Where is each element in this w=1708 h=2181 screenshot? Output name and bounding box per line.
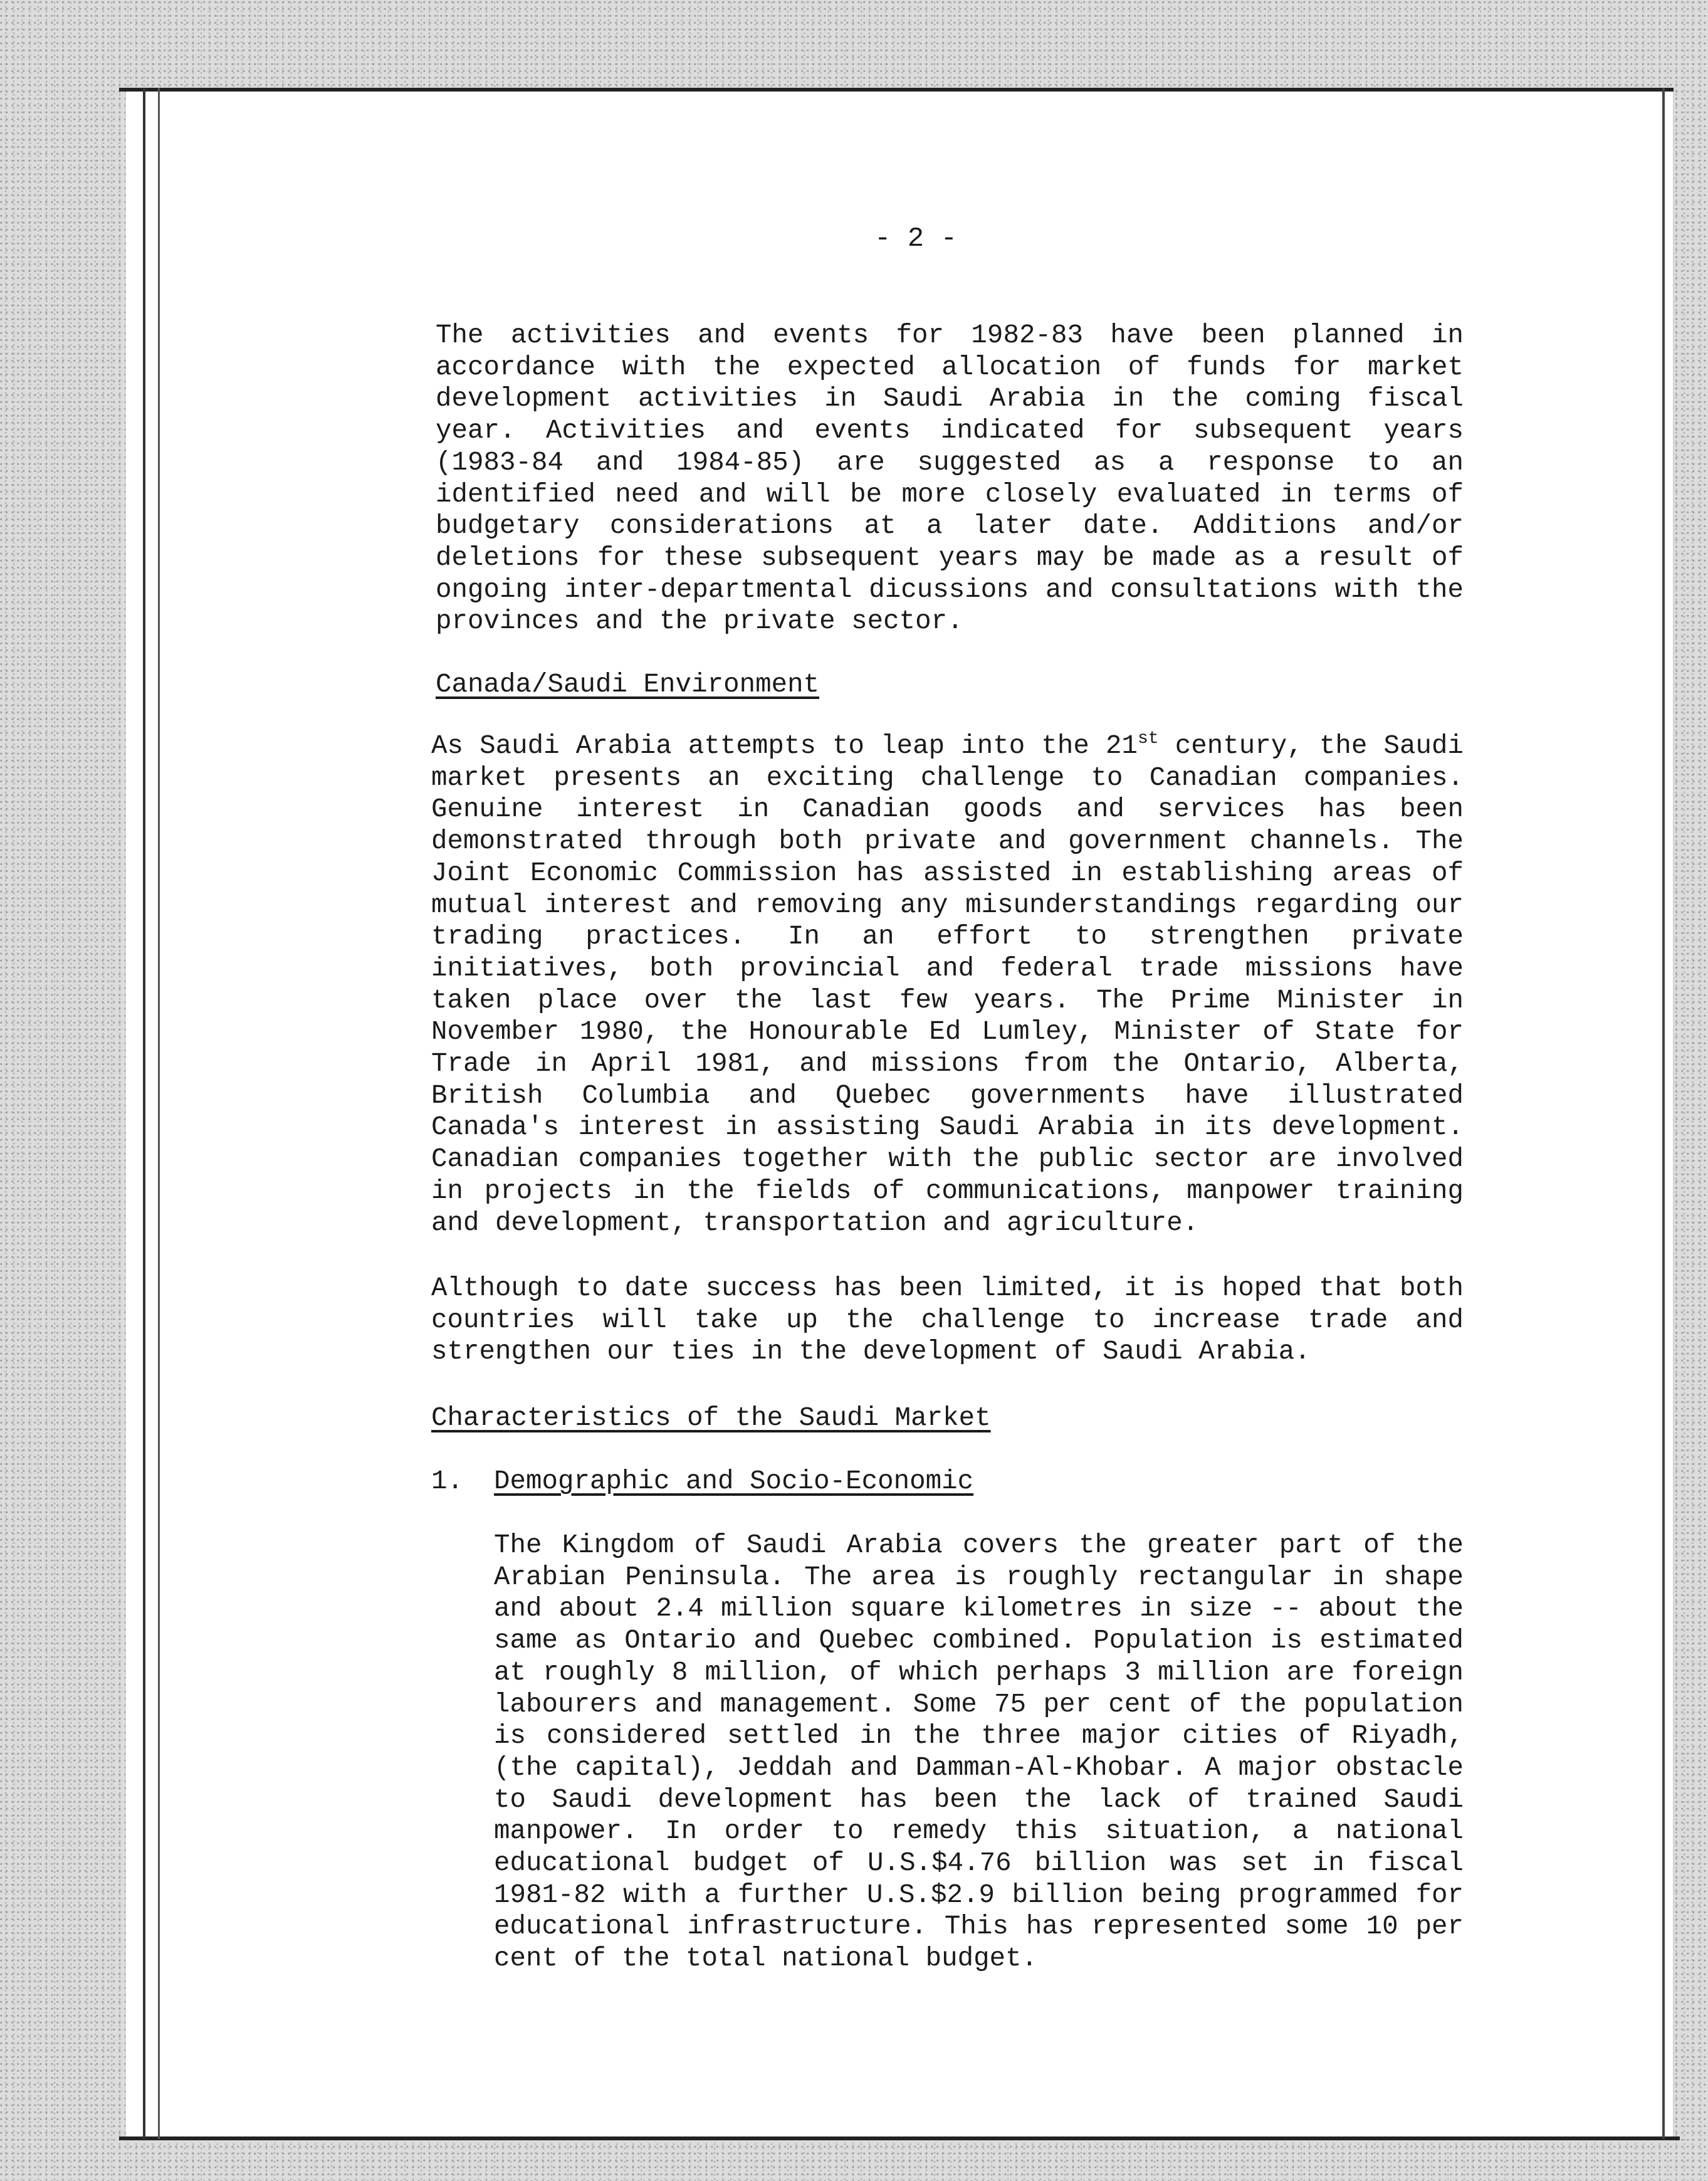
page-frame-right [1662, 88, 1665, 2139]
page-frame-left-outer [143, 88, 145, 2139]
demographic-paragraph: The Kingdom of Saudi Arabia covers the greater part of the Arabian Peninsula. The area is roughly rectangular in shape and about 2.4 million square kilometres in size -- about the same as Ontario and Quebec combined. Population is estimated at roughly 8 million, of which perhaps 3 million are foreign labourers and management. Some 75 per cent of the population is considered settled in the three major cities of Riyadh, (the capital), Jeddah and Damman-Al-Khobar. A major obstacle to Saudi development has been the lack of trained Saudi manpower. In order to remedy this situation, a national educational budget of U.S.$4.76 billion was set in fiscal 1981-82 with a further U.S.$2.9 billion being programmed for educational infrastructure. This has represented some 10 per cent of the total national budget. [494, 1530, 1464, 1974]
page-frame-top [119, 88, 1674, 92]
section-heading-characteristics: Characteristics of the Saudi Market [431, 1403, 991, 1433]
subsection-number: 1. [431, 1466, 464, 1496]
environment-paragraph-1 [431, 730, 1464, 1239]
superscript-st: st [1138, 729, 1159, 749]
section-heading-environment: Canada/Saudi Environment [436, 670, 820, 700]
environment-paragraph-1-rest: century, the Saudi market presents an exciting challenge to Canadian companies. Genuine interest in Canadian goods and services has been demonstrated through both private and government channels. The Joint Economic Commission has assisted in establishing areas of mutual interest and removing any misunderstandings regarding our trading practices. In an effort to strengthen private initiatives, both provincial and federal trade missions have taken place over the last few years. The Prime Minister in November 1980, the Honourable Ed Lumley, Minister of State for Trade in April 1981, and missions from the Ontario, Alberta, British Columbia and Quebec governments have illustrated Canada's interest in assisting Saudi Arabia in its development. Canadian companies together with the public sector are involved in projects in the fields of communications, manpower training and development, transportation and agriculture. [431, 731, 1464, 1238]
page-frame-bottom [119, 2136, 1680, 2140]
page-frame-left-inner [158, 88, 160, 2139]
environment-paragraph-1-start: As Saudi Arabia attempts to leap into the 21 [431, 731, 1138, 761]
intro-paragraph: The activities and events for 1982-83 have been planned in accordance with the expected allocation of funds for market development activities in Saudi Arabia in the coming fiscal year. Activities and events indicated for subsequent years (1983-84 and 1984-85) are suggested as a response to an identified need and will be more closely evaluated in terms of budgetary considerations at a later date. Additions and/or deletions for these subsequent years may be made as a result of ongoing inter-departmental dicussions and consultations with the provinces and the private sector. [436, 320, 1464, 637]
page-number: - 2 - [874, 223, 958, 255]
environment-paragraph-2: Although to date success has been limited, it is hoped that both countries will take up the challenge to increase trade and strengthen our ties in the development of Saudi Arabia. [431, 1273, 1464, 1367]
subsection-heading-demographic: Demographic and Socio-Economic [494, 1466, 974, 1496]
